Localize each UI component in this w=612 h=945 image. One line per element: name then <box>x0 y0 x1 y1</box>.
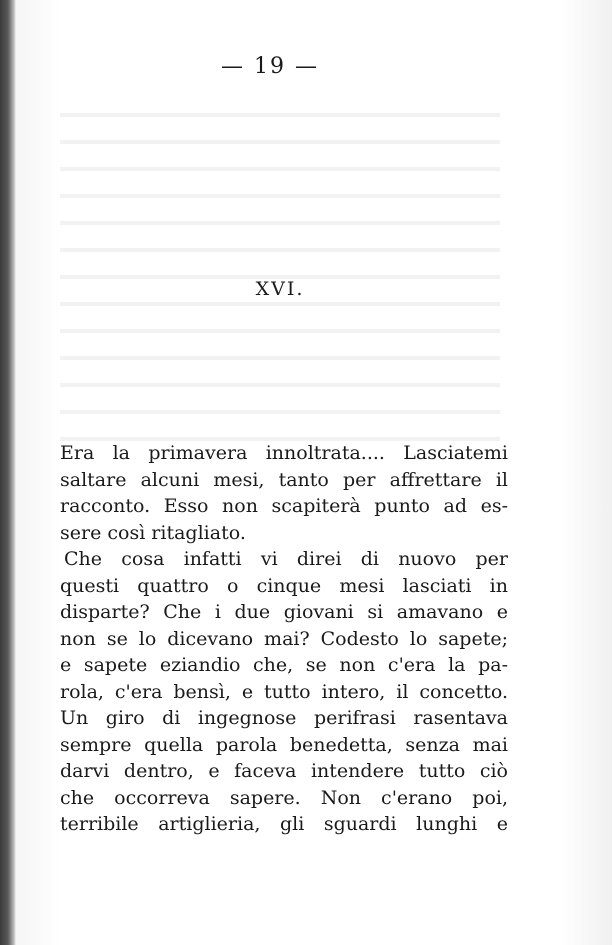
text-line: disparte? Che i due giovani si amavano e <box>60 601 508 623</box>
text-line: sere così ritagliato. <box>60 521 246 544</box>
text-line: darvi dentro, e faceva intendere tutto ciò <box>60 760 508 782</box>
text-line: terribile artiglieria, gli sguardi lunghi e <box>60 813 508 835</box>
text-line: racconto. Esso non scapiterà punto ad es- <box>60 495 508 517</box>
text-line: non se lo dicevano mai? Codesto lo sapete; <box>60 627 508 650</box>
text-line: che occorreva sapere. Non c'erano poi, <box>60 786 508 809</box>
text-line: sempre quella parola benedetta, senza mai <box>60 733 508 756</box>
bleed-through-text <box>60 95 500 455</box>
chapter-heading: XVI. <box>255 278 305 300</box>
text-line: questi quattro o cinque mesi lasciati in <box>60 574 508 597</box>
text-line: Che cosa infatti vi direi di nuovo per <box>64 548 508 570</box>
text-line: Un giro di ingegnose perifrasi rasentava <box>60 707 508 729</box>
text-line: Era la primavera innoltrata.... Lasciatemi <box>60 442 508 464</box>
page-number: — 19 — <box>221 54 319 79</box>
book-spine-shadow <box>0 0 16 945</box>
body-text <box>60 440 508 838</box>
text-line: e sapete eziandio che, se non c'era la pa- <box>60 654 508 676</box>
text-line: saltare alcuni mesi, tanto per affrettare il <box>60 468 508 491</box>
text-line: rola, c'era bensì, e tutto intero, il concetto. <box>60 680 508 703</box>
